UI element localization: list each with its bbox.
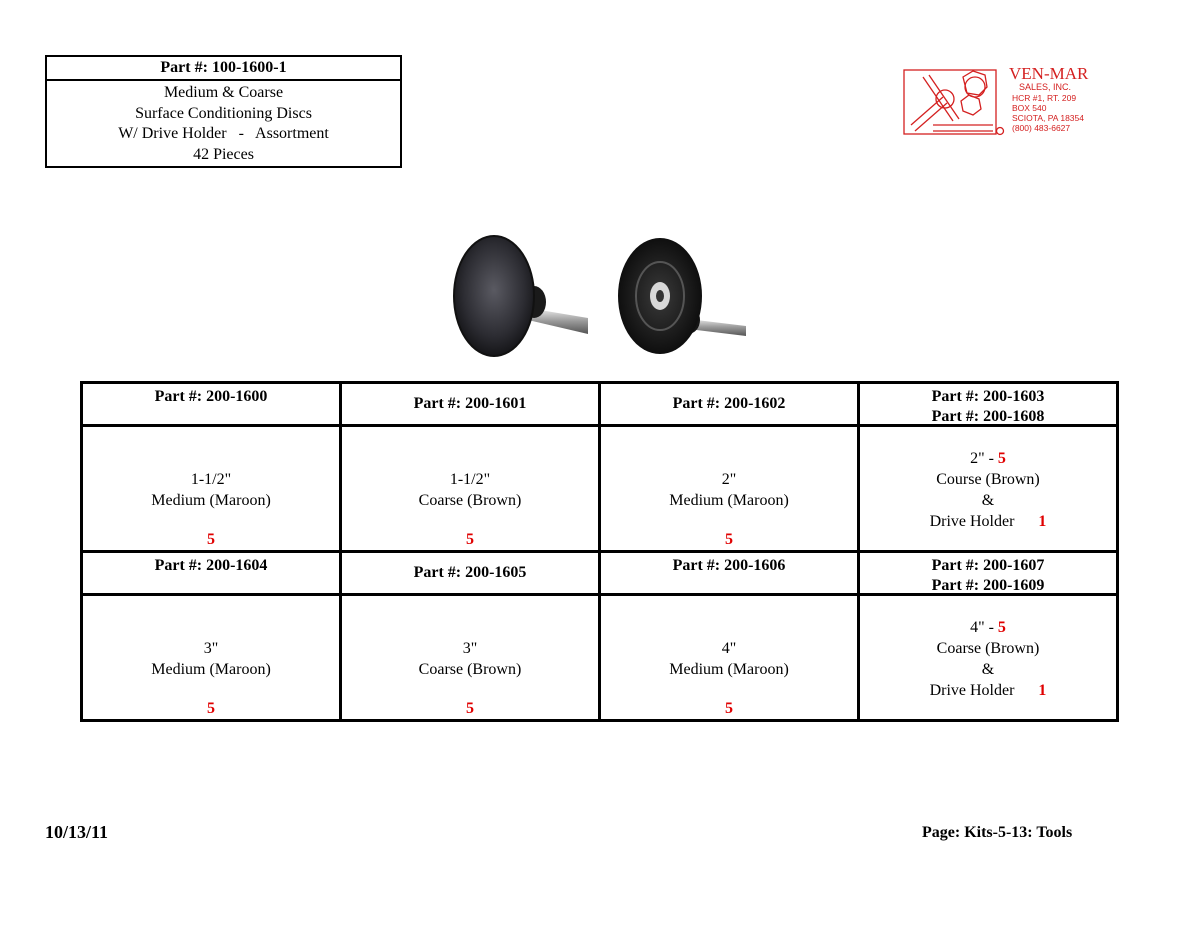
disc-grade: Coarse (Brown) [418, 492, 522, 509]
part-number: Part #: 200-1608 [931, 408, 1045, 425]
logo-address-line: BOX 540 [1012, 103, 1047, 113]
disc-quantity: 5 [997, 450, 1006, 467]
product-photo [440, 230, 760, 360]
venmar-logo [903, 65, 1128, 140]
part-detail-cell [600, 426, 859, 552]
part-number: Part #: 200-1606 [672, 557, 786, 574]
parts-table [80, 381, 1119, 722]
kit-part-number: Part #: 100-1600-1 [47, 57, 400, 81]
part-number: Part #: 200-1607 [931, 557, 1045, 574]
part-detail-cell [341, 595, 600, 721]
part-header-cell [600, 552, 859, 595]
disc-grade: Medium (Maroon) [151, 661, 271, 678]
quantity: 5 [466, 700, 474, 717]
part-number: Part #: 200-1603 [931, 388, 1045, 405]
part-header-cell [341, 552, 600, 595]
part-header-cell [341, 383, 600, 426]
drive-holder-quantity: 1 [1038, 682, 1047, 699]
kit-description-line: W/ Drive Holder - Assortment [118, 125, 329, 142]
disc-grade: Coarse (Brown) [936, 640, 1040, 657]
table-body-row [82, 595, 1118, 721]
disc-size: 4" [721, 640, 737, 657]
part-header-cell [82, 383, 341, 426]
kit-detail-cell [859, 595, 1118, 721]
drive-holder-quantity: 1 [1038, 513, 1047, 530]
part-number: Part #: 200-1609 [931, 577, 1045, 594]
ampersand: & [981, 492, 995, 509]
drive-holder-label: Drive Holder [929, 513, 1015, 530]
logo-address-line: SCIOTA, PA 18354 [1012, 113, 1084, 123]
part-header-cell [859, 552, 1118, 595]
kit-description [47, 81, 400, 166]
drive-holder-label: Drive Holder [929, 682, 1015, 699]
kit-title-box [45, 55, 402, 168]
quantity: 5 [725, 700, 733, 717]
table-header-row [82, 383, 1118, 426]
disc-size: 2" [721, 471, 737, 488]
disc-size: 3" [203, 640, 219, 657]
quantity: 5 [466, 531, 474, 548]
disc-quantity: 5 [997, 619, 1006, 636]
disc-size: 2" - [970, 450, 998, 467]
disc-size: 1-1/2" [449, 471, 491, 488]
quantity: 5 [725, 531, 733, 548]
part-number: Part #: 200-1602 [672, 395, 786, 412]
part-detail-cell [600, 595, 859, 721]
logo-address-line: HCR #1, RT. 209 [1012, 93, 1077, 103]
disc-grade: Medium (Maroon) [669, 661, 789, 678]
part-header-cell [600, 383, 859, 426]
quantity: 5 [207, 700, 215, 717]
part-detail-cell [82, 595, 341, 721]
kit-detail-cell [859, 426, 1118, 552]
part-detail-cell [341, 426, 600, 552]
logo-name: VEN-MAR [1009, 65, 1089, 83]
disc-grade: Course (Brown) [936, 471, 1040, 488]
ampersand: & [981, 661, 995, 678]
part-header-cell [82, 552, 341, 595]
footer-date: 10/13/11 [45, 822, 109, 842]
kit-description-line: Medium & Coarse [163, 84, 284, 101]
disc-size: 3" [462, 640, 478, 657]
table-body-row [82, 426, 1118, 552]
kit-description-line: 42 Pieces [193, 145, 254, 163]
part-number: Part #: 200-1601 [413, 395, 527, 412]
logo-address-line: (800) 483-6627 [1012, 123, 1071, 133]
logo-sub: SALES, INC. [1019, 82, 1072, 92]
kit-description-line: Surface Conditioning Discs [135, 104, 312, 122]
disc-grade: Medium (Maroon) [669, 492, 789, 509]
part-number: Part #: 200-1604 [154, 557, 268, 574]
part-header-cell [859, 383, 1118, 426]
quantity: 5 [207, 531, 215, 548]
part-detail-cell [82, 426, 341, 552]
disc-size: 1-1/2" [190, 471, 232, 488]
disc-grade: Medium (Maroon) [151, 492, 271, 509]
disc-grade: Coarse (Brown) [418, 661, 522, 678]
part-number: Part #: 200-1600 [154, 388, 268, 405]
footer-page-label: Page: Kits-5-13: Tools [922, 824, 1073, 841]
table-header-row [82, 552, 1118, 595]
part-number: Part #: 200-1605 [413, 564, 527, 581]
disc-size: 4" - [970, 619, 998, 636]
